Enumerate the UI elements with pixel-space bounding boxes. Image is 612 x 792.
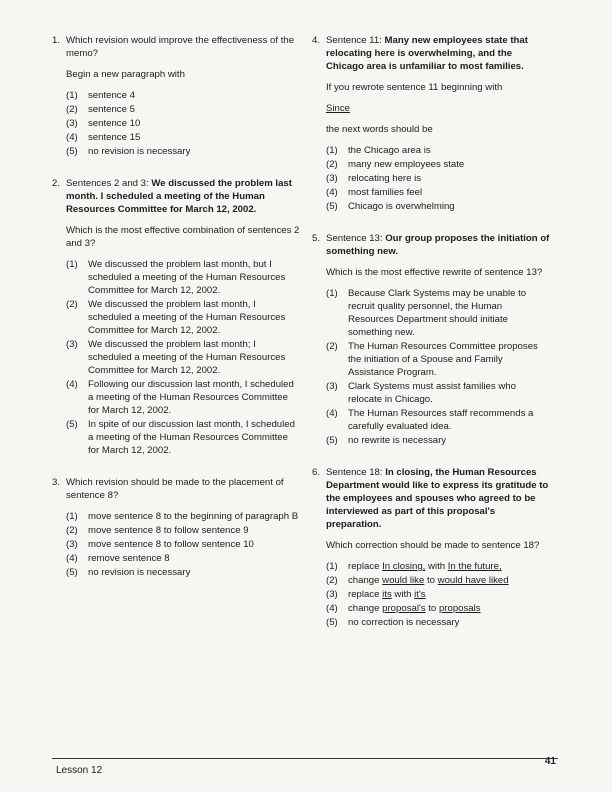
answer-option[interactable]: (2) The Human Resources Committee proposes the initiation of a Spouse and Family Assistance Program. [326, 341, 538, 378]
question-prompt: Which is the most effective rewrite of sentence 13? [326, 267, 543, 278]
answer-options [326, 287, 550, 447]
answer-option[interactable]: (4) Following our discussion last month, I scheduled a meeting of the Human Resources Committee for March 12, 2002. [66, 379, 294, 416]
question-stem: Sentence 18: In closing, the Human Resources Department would like to express its gratitude to the employees and spouses who agreed to be interviewed as part of this proposal's preparation. [326, 467, 549, 530]
answer-options [326, 144, 550, 213]
answer-option[interactable]: (4) change proposal's to proposals [326, 603, 481, 614]
answer-option[interactable]: (3) sentence 10 [66, 118, 141, 129]
answer-option[interactable]: (1) We discussed the problem last month, but I scheduled a meeting of the Human Resources Committee for March 12, 2002. [66, 259, 286, 296]
answer-option[interactable]: (5) In spite of our discussion last month, I scheduled a meeting of the Human Resources Committee for March 12, 2002. [66, 419, 295, 456]
question-1 [52, 34, 300, 159]
answer-options [66, 258, 300, 457]
answer-options [66, 510, 300, 579]
question-number: 5. [312, 233, 321, 244]
answer-option[interactable]: (4) most families feel [326, 187, 423, 198]
answer-option[interactable]: (1) move sentence 8 to the beginning of paragraph B [66, 511, 299, 522]
page-number: 41 [544, 756, 556, 767]
question-stem: Which revision should be made to the placement of sentence 8? [66, 477, 284, 501]
question-5 [312, 232, 550, 448]
answer-option[interactable]: (3) We discussed the problem last month; I scheduled a meeting of the Human Resources Committee for March 12, 2002. [66, 339, 286, 376]
answer-option[interactable]: (2) many new employees state [326, 159, 465, 170]
question-number: 1. [52, 35, 61, 46]
question-2 [52, 177, 300, 458]
answer-options [66, 89, 300, 158]
question-number: 4. [312, 35, 321, 46]
answer-option[interactable]: (2) move sentence 8 to follow sentence 9 [66, 525, 249, 536]
question-stem: Which revision would improve the effectiveness of the memo? [66, 35, 295, 59]
answer-options [326, 560, 550, 629]
answer-option[interactable]: (5) no revision is necessary [66, 567, 191, 578]
footer-divider [52, 758, 558, 759]
answer-option[interactable]: (3) Clark Systems must assist families who relocate in Chicago. [326, 381, 516, 405]
answer-option[interactable]: (5) Chicago is overwhelming [326, 201, 455, 212]
answer-option[interactable]: (4) remove sentence 8 [66, 553, 170, 564]
question-prompt: Which is the most effective combination of sentences 2 and 3? [66, 225, 300, 249]
question-stem: Sentence 13: Our group proposes the initiation of something new. [326, 233, 550, 257]
question-stem: Sentences 2 and 3: We discussed the problem last month. I scheduled a meeting of the Human Resources Committee for March 12, 2002. [66, 178, 292, 215]
answer-option[interactable]: (2) We discussed the problem last month, I scheduled a meeting of the Human Resources Committee for March 12, 2002. [66, 299, 286, 336]
answer-option[interactable]: (1) the Chicago area is [326, 145, 431, 156]
question-6 [312, 466, 550, 630]
question-number: 2. [52, 178, 61, 189]
answer-option[interactable]: (5) no rewrite is necessary [326, 435, 447, 446]
question-3 [52, 476, 300, 580]
question-4 [312, 34, 550, 214]
question-prompt: If you rewrote sentence 11 beginning with Since the next words should be [326, 81, 550, 136]
answer-option[interactable]: (2) change would like to would have liked [326, 575, 509, 586]
lesson-label: Lesson 12 [56, 765, 103, 776]
answer-option[interactable]: (1) sentence 4 [66, 90, 135, 101]
answer-option[interactable]: (1) Because Clark Systems may be unable to recruit quality personnel, the Human Resources Department should initiate something new. [326, 288, 527, 338]
answer-option[interactable]: (4) sentence 15 [66, 132, 141, 143]
answer-option[interactable]: (3) replace its with it's [326, 589, 426, 600]
answer-option[interactable]: (3) move sentence 8 to follow sentence 10 [66, 539, 254, 550]
answer-option[interactable]: (5) no revision is necessary [66, 146, 191, 157]
prompt-keyword: Since [326, 103, 350, 114]
question-number: 6. [312, 467, 321, 478]
question-prompt: Which correction should be made to sentence 18? [326, 540, 540, 551]
question-stem: Sentence 11: Many new employees state that relocating here is overwhelming, and the Chicago area is unfamiliar to most families. [326, 35, 528, 72]
question-number: 3. [52, 477, 61, 488]
answer-option[interactable]: (5) no correction is necessary [326, 617, 460, 628]
answer-option[interactable]: (4) The Human Resources staff recommends a carefully evaluated idea. [326, 408, 534, 432]
question-prompt: Begin a new paragraph with [66, 69, 185, 80]
answer-option[interactable]: (2) sentence 5 [66, 104, 135, 115]
answer-option[interactable]: (1) replace In closing, with In the future, [326, 561, 502, 572]
left-column [52, 34, 300, 598]
answer-option[interactable]: (3) relocating here is [326, 173, 422, 184]
right-column [312, 34, 550, 648]
